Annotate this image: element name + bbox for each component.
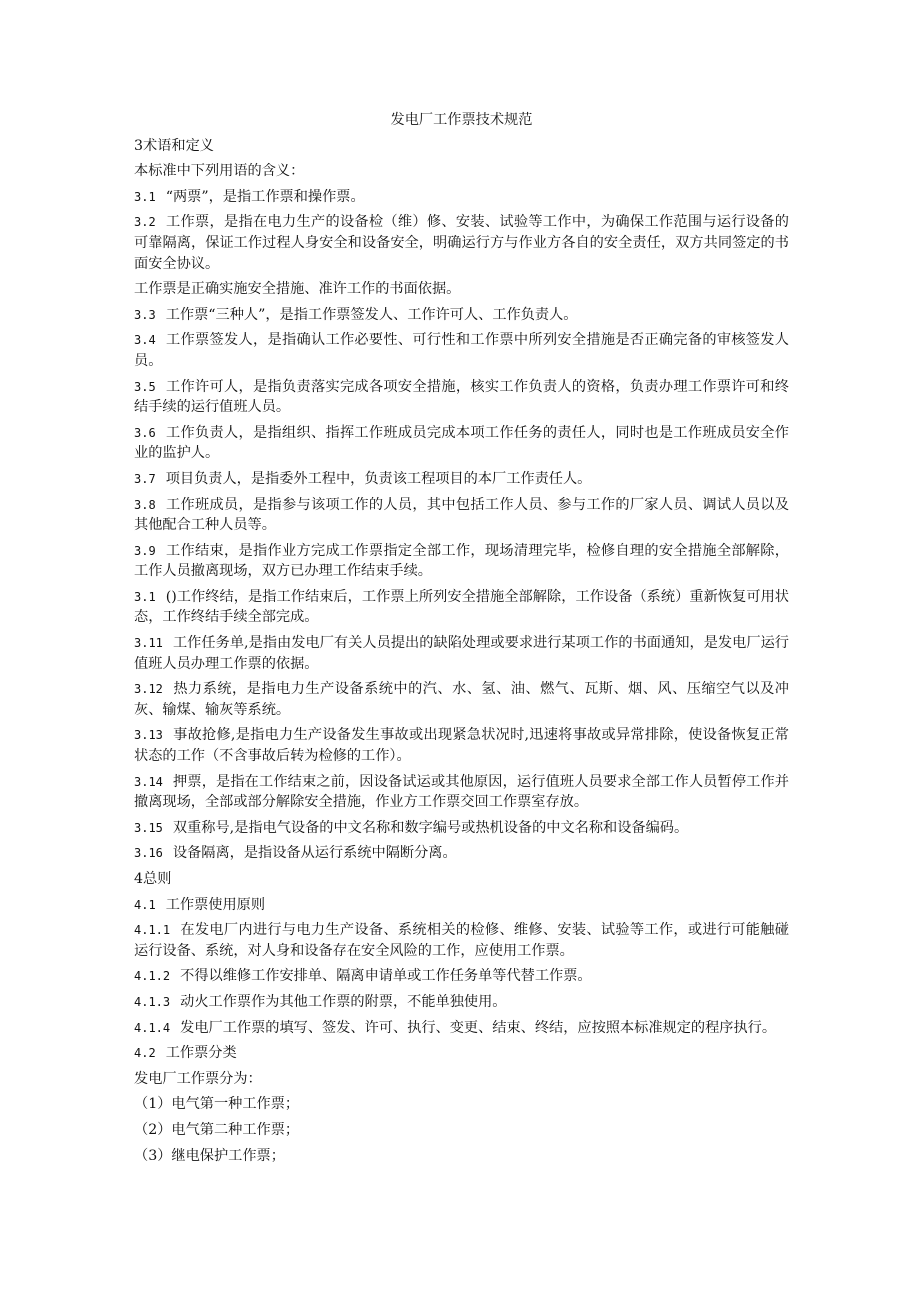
clause-number: 4.2 <box>134 1046 156 1061</box>
clause-number: 4.1 <box>134 897 156 912</box>
paragraph <box>134 1069 789 1090</box>
clause-number: 3.11 <box>134 636 163 651</box>
paragraph-text: 工作票，是指在电力生产的设备检（维）修、安装、试验等工作中，为确保工作范围与运行设备的可靠隔离，保证工作过程人身安全和设备安全，明确运行方与作业方各自的安全责任，双方共同签定的书面安全协议。 <box>134 214 789 272</box>
clause-number: 4.1.4 <box>134 1020 171 1035</box>
paragraph-text: 本标准中下列用语的含义： <box>134 163 305 180</box>
paragraph-text: （2）电气第二种工作票； <box>134 1121 300 1138</box>
paragraph-text: 工作任务单,是指由发电厂有关人员提出的缺陷处理或要求进行某项工作的书面通知，是发电厂运行值班人员办理工作票的依据。 <box>134 635 789 672</box>
clause-number: 4.1.3 <box>134 994 171 1009</box>
clause-number: 3.14 <box>134 774 163 789</box>
paragraph <box>134 1043 789 1064</box>
clause-number: 3.4 <box>134 333 156 348</box>
paragraph <box>134 1120 789 1141</box>
clause-number: 4.1.1 <box>134 923 171 938</box>
paragraph-text: 在发电厂内进行与电力生产设备、系统相关的检修、维修、安装、试验等工作，或进行可能触碰运行设备、系统，对人身和设备存在安全风险的工作，应使用工作票。 <box>134 922 789 959</box>
document-body <box>134 110 789 1171</box>
clause-number: 3.16 <box>134 846 163 861</box>
paragraph-text: 不得以维修工作安排单、隔离申请单或工作任务单等代替工作票。 <box>180 968 592 985</box>
paragraph-text: （1）电气第一种工作票； <box>134 1096 300 1113</box>
paragraph <box>134 1146 789 1167</box>
paragraph <box>134 377 789 418</box>
paragraph <box>134 587 789 628</box>
paragraph <box>134 895 789 916</box>
paragraph <box>134 469 789 490</box>
clause-number: 3.12 <box>134 682 163 697</box>
paragraph <box>134 1094 789 1115</box>
paragraph-text: 工作结束，是指作业方完成工作票指定全部工作，现场清理完毕，检修自理的安全措施全部解除，工作人员撤离现场，双方已办理工作结束手续。 <box>134 542 789 580</box>
paragraph <box>134 633 789 674</box>
paragraph-text: 3术语和定义 <box>134 137 214 154</box>
paragraph-text: 工作票使用原则 <box>165 896 266 913</box>
paragraph <box>134 966 789 987</box>
clause-number: 3.7 <box>134 471 156 486</box>
paragraph <box>134 161 789 182</box>
clause-number: 3.13 <box>134 728 163 743</box>
paragraph-text: 事故抢修,是指电力生产设备发生事故或出现紧急状况时,迅速将事故或异常排除，使设备恢复正常状态的工作（不含事故后转为检修的工作）。 <box>134 727 789 765</box>
paragraph <box>134 136 789 157</box>
paragraph <box>134 869 789 890</box>
clause-number: 4.1.2 <box>134 969 171 984</box>
clause-number: 3.1 <box>134 589 156 604</box>
paragraph-text: 工作票分类 <box>165 1045 237 1062</box>
clause-number: 3.3 <box>134 307 156 322</box>
paragraph <box>134 1018 789 1039</box>
paragraph <box>134 423 789 464</box>
paragraph <box>134 725 789 766</box>
paragraph-text: 押票，是指在工作结束之前，因设备试运或其他原因，运行值班人员要求全部工作人员暂停工作并撤离现场，全部或部分解除安全措施，作业方工作票交回工作票室存放。 <box>134 773 789 811</box>
clause-number: 3.6 <box>134 425 156 440</box>
paragraph-text: 发电厂工作票的填写、签发、许可、执行、变更、结束、终结，应按照本标准规定的程序执行。 <box>180 1019 777 1036</box>
paragraph-list <box>134 136 789 1167</box>
paragraph-text: 4总则 <box>134 871 172 887</box>
paragraph-text: 工作班成员，是指参与该项工作的人员，其中包括工作人员、参与工作的厂家人员、调试人员以及其他配合工种人员等。 <box>134 496 789 534</box>
paragraph-text: 工作票签发人，是指确认工作必要性、可行性和工作票中所列安全措施是否正确完备的审核签发人员。 <box>134 332 789 369</box>
clause-number: 3.2 <box>134 215 156 230</box>
paragraph-text: 发电厂工作票分为： <box>134 1070 262 1087</box>
clause-number: 3.1 <box>134 189 156 204</box>
paragraph-text: 双重称号,是指电气设备的中文名称和数字编号或热机设备的中文名称和设备编码。 <box>172 819 689 836</box>
paragraph <box>134 818 789 839</box>
paragraph-text: 设备隔离，是指设备从运行系统中隔断分离。 <box>172 845 457 862</box>
paragraph <box>134 992 789 1013</box>
paragraph <box>134 541 789 582</box>
paragraph-text: 热力系统，是指电力生产设备系统中的汽、水、氢、油、燃气、瓦斯、烟、风、压缩空气以及冲灰、输煤、输灰等系统。 <box>134 681 789 718</box>
paragraph <box>134 187 789 208</box>
paragraph-text: 工作负责人，是指组织、指挥工作班成员完成本项工作任务的责任人，同时也是工作班成员安全作业的监护人。 <box>134 424 789 462</box>
paragraph <box>134 495 789 536</box>
document-title: 发电厂工作票技术规范 <box>390 112 533 128</box>
paragraph-text: （3）继电保护工作票； <box>134 1147 285 1164</box>
paragraph <box>134 679 789 720</box>
clause-number: 3.15 <box>134 820 163 835</box>
paragraph-text: 工作许可人，是指负责落实完成各项安全措施，核实工作负责人的资格，负责办理工作票许可和终结手续的运行值班人员。 <box>134 378 789 416</box>
paragraph-text: 工作票是正确实施安全措施、准许工作的书面依据。 <box>134 281 461 298</box>
paragraph-text: “两票”，是指工作票和操作票。 <box>165 188 365 205</box>
paragraph <box>134 920 789 961</box>
paragraph-text: 工作票“三种人”，是指工作票签发人、工作许可人、工作负责人。 <box>165 306 578 323</box>
paragraph <box>134 279 789 300</box>
clause-number: 3.9 <box>134 543 156 558</box>
paragraph <box>134 330 789 371</box>
clause-number: 3.8 <box>134 497 156 512</box>
paragraph <box>134 843 789 864</box>
clause-number: 3.5 <box>134 379 156 394</box>
paragraph <box>134 305 789 326</box>
paragraph-text: 项目负责人，是指委外工程中，负责该工程项目的本厂工作责任人。 <box>165 470 592 487</box>
paragraph-text: ()工作终结，是指工作结束后，工作票上所列安全措施全部解除，工作设备（系统）重新恢复可用状态，工作终结手续全部完成。 <box>134 588 789 626</box>
paragraph <box>134 212 789 274</box>
paragraph <box>134 772 789 813</box>
paragraph-text: 动火工作票作为其他工作票的附票，不能单独使用。 <box>180 993 507 1010</box>
